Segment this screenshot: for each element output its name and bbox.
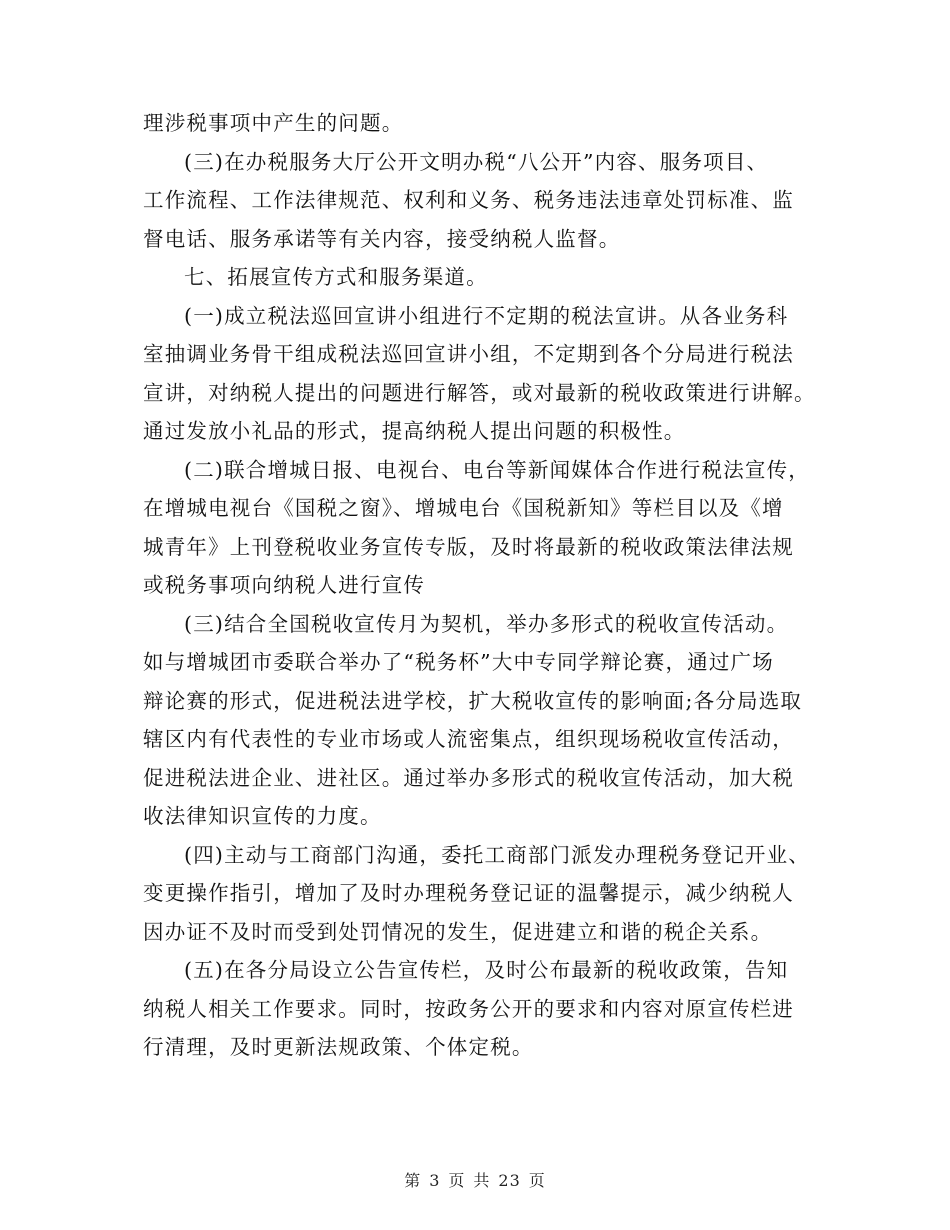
paragraph: [143, 143, 803, 259]
text-line: 变更操作指引，增加了及时办理税务登记证的温馨提示，减少纳税人: [143, 881, 794, 905]
text-line: 工作流程、工作法律规范、权利和义务、税务违法违章处罚标准、监: [143, 188, 794, 212]
footer-page-word: 页: [448, 1171, 466, 1190]
footer-prefix: 第: [404, 1171, 422, 1190]
text-line: 室抽调业务骨干组成税法巡回宣讲小组，不定期到各个分局进行税法: [143, 342, 794, 366]
text-line: (一)成立税法巡回宣讲小组进行不定期的税法宣讲。从各业务科: [184, 303, 789, 328]
footer-current-page: 3: [429, 1171, 441, 1190]
text-line: 或税务事项向纳税人进行宣传: [143, 573, 426, 597]
paragraph: [143, 104, 803, 143]
text-line: 辖区内有代表性的专业市场或人流密集点，组织现场税收宣传活动，: [143, 727, 794, 751]
page-footer: [0, 1168, 950, 1191]
text-line: 如与增城团市委联合举办了“税务杯”大中专同学辩论赛，通过广场: [143, 650, 774, 674]
text-line: 通过发放小礼品的形式，提高纳税人提出问题的积极性。: [143, 419, 686, 443]
text-line: 在增城电视台《国税之窗》、增城电台《国税新知》等栏目以及《增: [143, 496, 784, 520]
text-line: (二)联合增城日报、电视台、电台等新闻媒体合作进行税法宣传，: [184, 457, 810, 482]
text-line: 纳税人相关工作要求。同时，按政务公开的要求和内容对原宣传栏进: [143, 996, 794, 1021]
paragraph: [143, 451, 810, 605]
text-line: 理涉税事项中产生的问题。: [143, 111, 404, 135]
paragraph: [143, 951, 803, 1067]
text-line: (四)主动与工商部门沟通，委托工商部门派发办理税务登记开业、: [184, 842, 810, 867]
text-line: 行清理，及时更新法规政策、个体定税。: [143, 1035, 534, 1059]
text-line: 七、拓展宣传方式和服务渠道。: [184, 265, 488, 289]
paragraph: [143, 605, 803, 836]
document-body: [143, 104, 816, 1067]
text-line: (五)在各分局设立公告宣传栏，及时公布最新的税收政策，告知: [184, 958, 789, 982]
footer-total-word: 共: [473, 1171, 491, 1190]
text-line: 城青年》上刊登税收业务宣传专版，及时将最新的税收政策法律法规: [143, 534, 794, 559]
text-line: 督电话、服务承诺等有关内容，接受纳税人监督。: [143, 226, 621, 251]
text-line: 因办证不及时而受到处罚情况的发生，促进建立和谐的税企关系。: [143, 919, 773, 944]
footer-total-pages: 23: [498, 1171, 521, 1190]
paragraph: [143, 258, 803, 297]
footer-suffix: 页: [528, 1171, 546, 1190]
paragraph: [143, 836, 810, 952]
text-line: 辩论赛的形式，促进税法进学校，扩大税收宣传的影响面;各分局选取: [143, 688, 803, 713]
text-line: 收法律知识宣传的力度。: [143, 804, 382, 828]
text-line: (三)结合全国税收宣传月为契机，举办多形式的税收宣传活动。: [184, 611, 789, 636]
text-line: 宣讲，对纳税人提出的问题进行解答，或对最新的税收政策进行讲解。: [143, 380, 816, 405]
text-line: 促进税法进企业、进社区。通过举办多形式的税收宣传活动，加大税: [143, 765, 794, 790]
text-line: (三)在办税服务大厅公开文明办税“八公开”内容、服务项目、: [184, 149, 769, 174]
paragraph: [143, 297, 816, 451]
